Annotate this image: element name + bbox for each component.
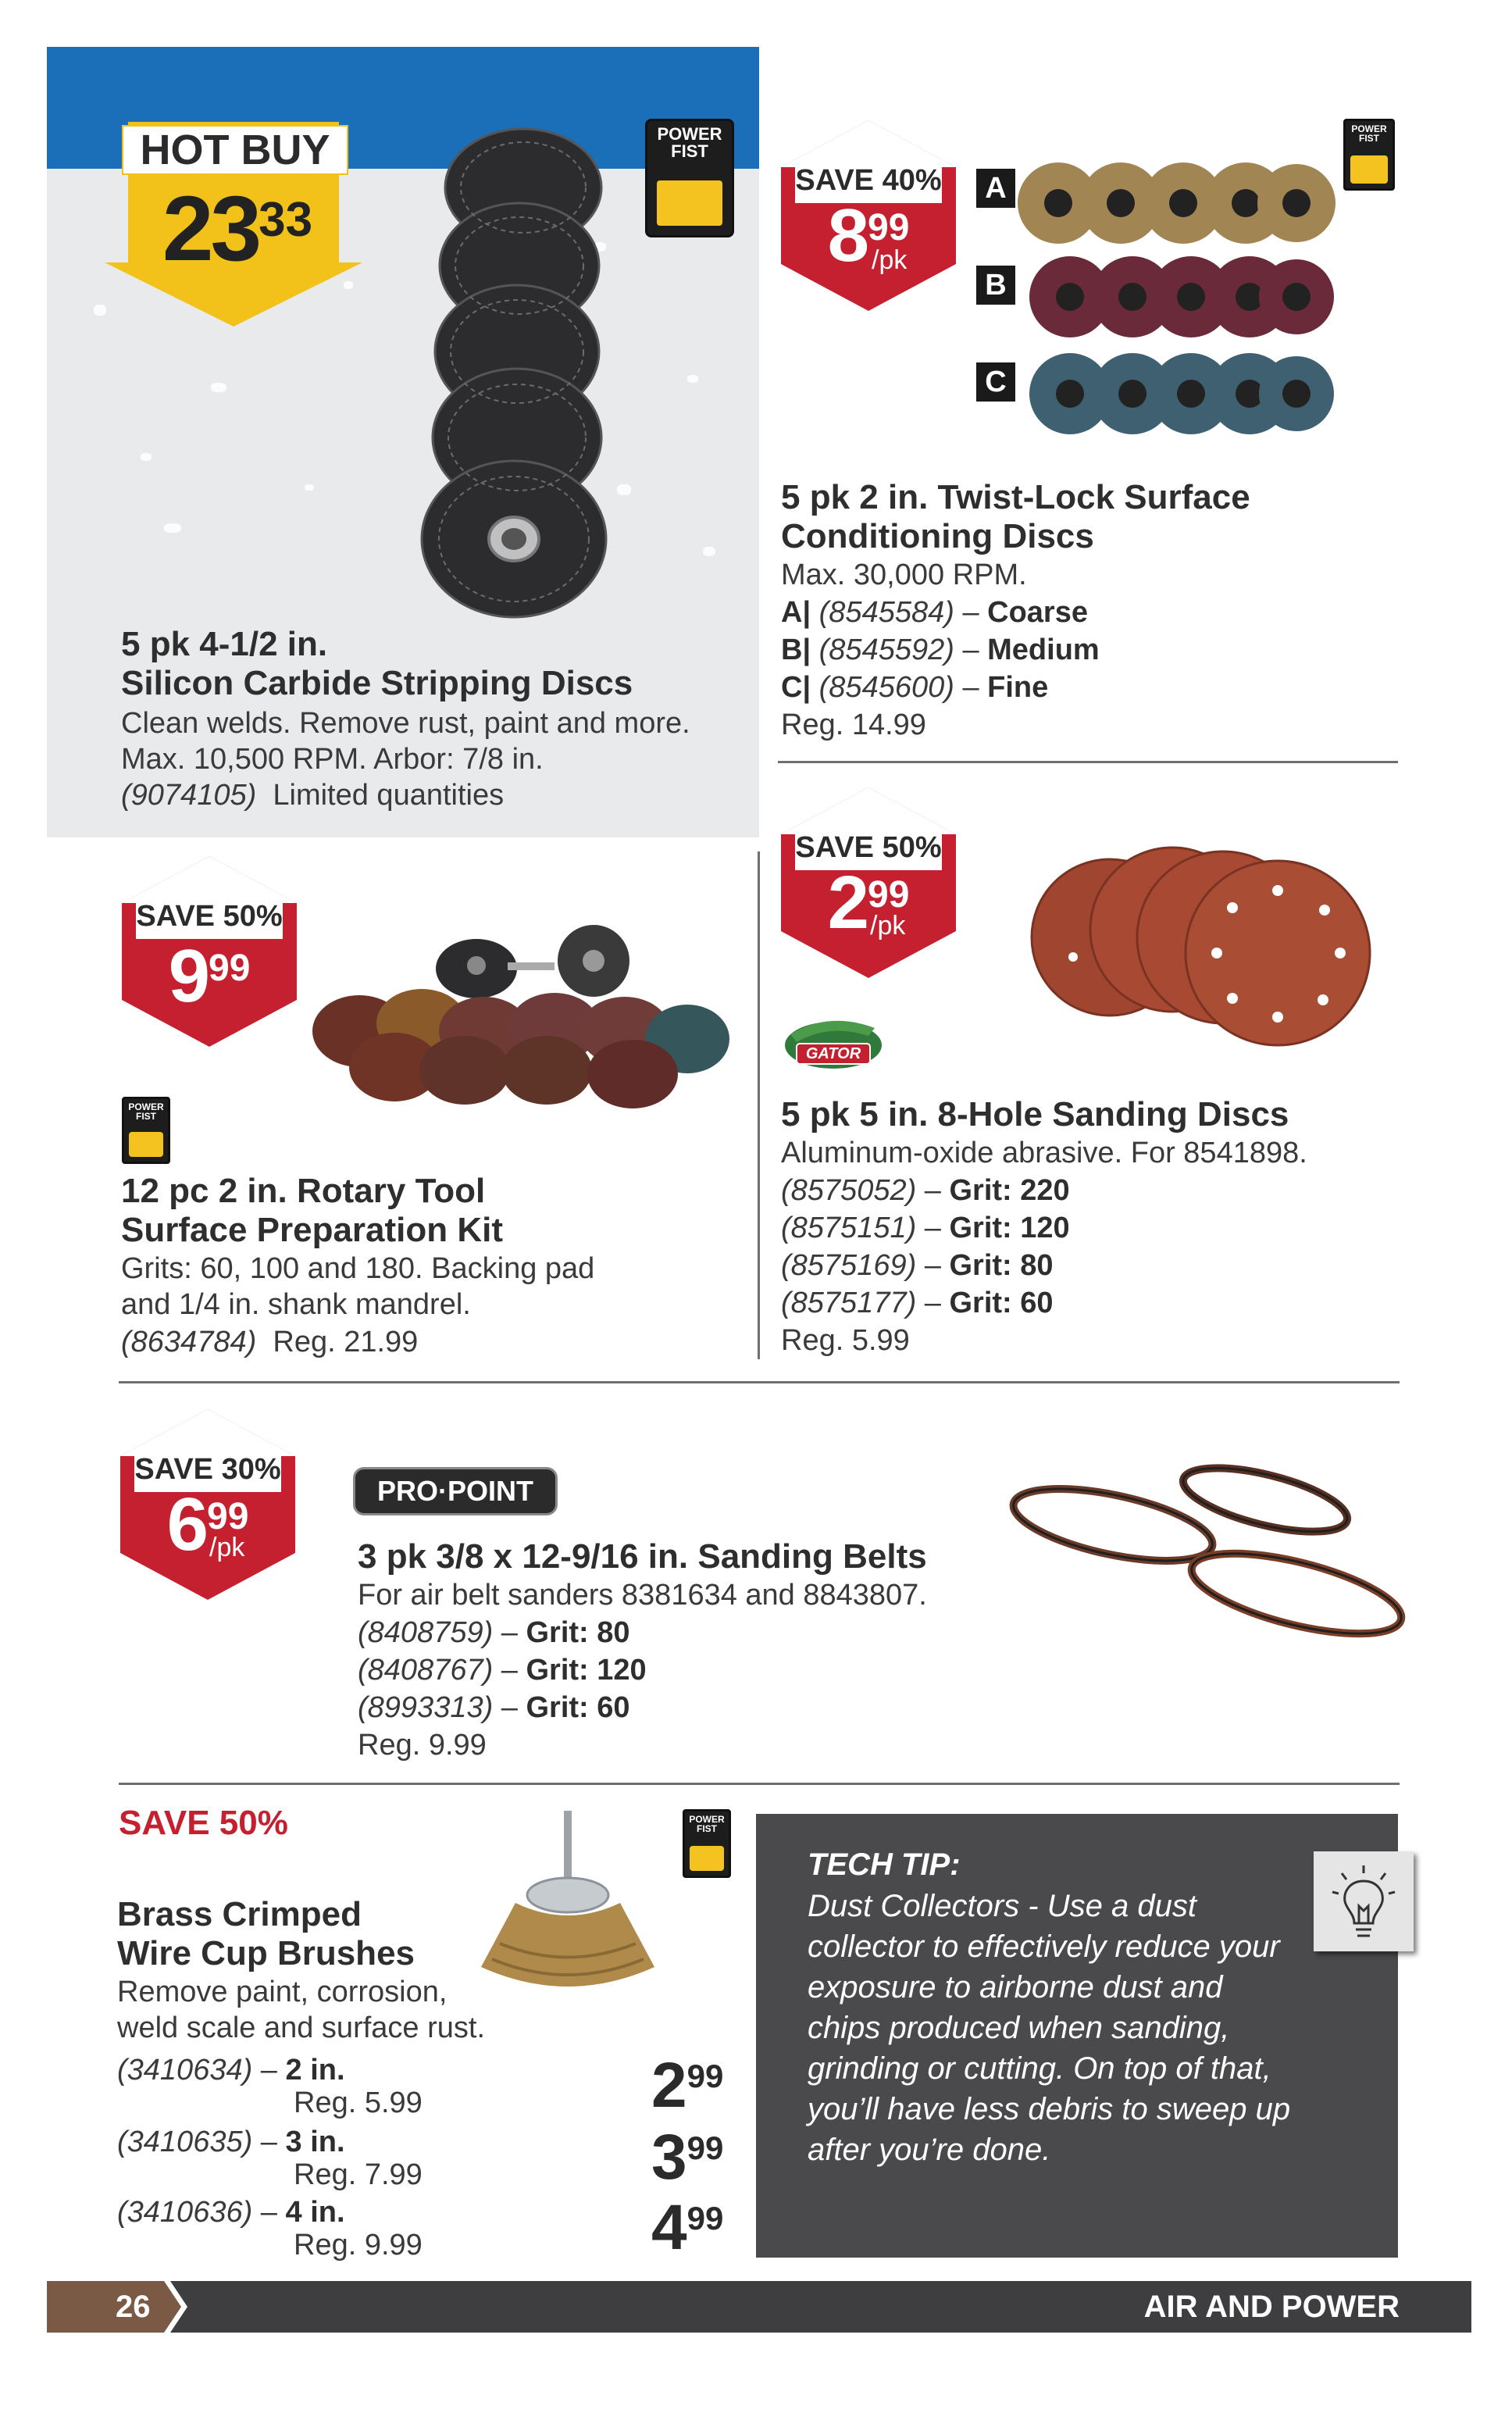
sanding-discs-variant: (8575052) – Grit: 220 bbox=[781, 1174, 1070, 1207]
rotary-kit-save: SAVE 50% bbox=[136, 900, 283, 933]
belts-title: 3 pk 3/8 x 12-9/16 in. Sanding Belts bbox=[358, 1537, 927, 1576]
brush-item-price: 399 bbox=[651, 2122, 724, 2193]
brush-item-reg: Reg. 9.99 bbox=[294, 2229, 423, 2261]
hot-buy-sku: (9074105) bbox=[121, 779, 257, 812]
twist-lock-unit: /pk bbox=[872, 245, 908, 275]
pro-point-logo-text: PRO·POINT bbox=[376, 1475, 533, 1507]
sanding-discs-desc: Aluminum-oxide abrasive. For 8541898. bbox=[781, 1137, 1307, 1169]
save-badge-sanding-discs bbox=[778, 784, 959, 981]
twist-lock-discs-image bbox=[1015, 156, 1343, 437]
hot-buy-desc-2: Max. 10,500 RPM. Arbor: 7/8 in. bbox=[121, 743, 544, 776]
tech-tip-line: you’ll have less debris to sweep up bbox=[808, 2092, 1291, 2126]
twist-lock-save: SAVE 40% bbox=[795, 164, 942, 197]
variant-letter-b: B bbox=[976, 266, 1015, 305]
wire-cup-brush-image bbox=[469, 1811, 664, 1998]
rotary-kit-title-2: Surface Preparation Kit bbox=[121, 1211, 504, 1249]
tech-tip-line: exposure to airborne dust and bbox=[808, 1970, 1223, 2004]
brush-item-reg: Reg. 7.99 bbox=[294, 2158, 423, 2191]
page-number: 26 bbox=[116, 2290, 151, 2324]
rotary-kit-price-dollars: 9 bbox=[168, 934, 209, 1018]
power-fist-logo-icon bbox=[1343, 119, 1395, 191]
footer-bar bbox=[47, 2281, 1471, 2333]
twist-lock-variant-c: C| (8545600) – Fine bbox=[781, 671, 1049, 704]
power-fist-logo-text: POWER FIST bbox=[689, 1814, 725, 1834]
tech-tip-line: Dust Collectors - Use a dust bbox=[808, 1889, 1196, 1923]
rotary-kit-reg: Reg. 21.99 bbox=[273, 1326, 419, 1358]
gator-logo-text: GATOR bbox=[805, 1045, 861, 1062]
brush-item-sku-size: (3410634) – 2 in. bbox=[117, 2054, 345, 2087]
belts-variant: (8408767) – Grit: 120 bbox=[358, 1654, 647, 1687]
tech-tip-line: after you’re done. bbox=[808, 2133, 1051, 2167]
sanding-discs-reg: Reg. 5.99 bbox=[781, 1324, 910, 1357]
twist-lock-title-1: 5 pk 2 in. Twist-Lock Surface bbox=[781, 478, 1250, 516]
belts-variant: (8408759) – Grit: 80 bbox=[358, 1616, 630, 1649]
twist-lock-price-dollars: 8 bbox=[827, 194, 868, 277]
brushes-desc-2: weld scale and surface rust. bbox=[117, 2012, 486, 2044]
divider bbox=[778, 761, 1398, 763]
variant-letter-c: C bbox=[976, 362, 1015, 402]
belts-variant: (8993313) – Grit: 60 bbox=[358, 1691, 630, 1724]
sanding-discs-variant: (8575151) – Grit: 120 bbox=[781, 1212, 1070, 1244]
brush-item-reg: Reg. 5.99 bbox=[294, 2087, 423, 2119]
sanding-discs-unit: /pk bbox=[870, 911, 906, 941]
hot-buy-title-2: Silicon Carbide Stripping Discs bbox=[121, 664, 633, 702]
brushes-title-2: Wire Cup Brushes bbox=[117, 1934, 415, 1972]
power-fist-logo-text: POWER FIST bbox=[657, 124, 722, 161]
stripping-discs-image bbox=[414, 125, 625, 625]
section-title: AIR AND POWER bbox=[1143, 2290, 1400, 2324]
sanding-discs-variant: (8575177) – Grit: 60 bbox=[781, 1287, 1054, 1319]
hot-buy-price-cents: 33 bbox=[259, 193, 313, 247]
power-fist-logo-icon bbox=[122, 1097, 170, 1164]
brush-item-sku-size: (3410636) – 4 in. bbox=[117, 2196, 345, 2229]
rotary-kit-desc-1: Grits: 60, 100 and 180. Backing pad bbox=[121, 1252, 595, 1285]
twist-lock-reg: Reg. 14.99 bbox=[781, 709, 926, 741]
tech-tip-line: chips produced when sanding, bbox=[808, 2011, 1230, 2045]
tech-tip-line: grinding or cutting. On top of that, bbox=[808, 2051, 1271, 2086]
twist-lock-variant-b: B| (8545592) – Medium bbox=[781, 634, 1100, 666]
sanding-discs-price-cents: 99 bbox=[868, 874, 910, 916]
divider bbox=[119, 1783, 1400, 1785]
hot-buy-price-dollars: 23 bbox=[162, 177, 259, 280]
brush-item-sku-size: (3410635) – 3 in. bbox=[117, 2126, 345, 2158]
vertical-divider bbox=[758, 851, 760, 1359]
brush-item-price: 499 bbox=[651, 2192, 724, 2263]
tech-tip-panel bbox=[756, 1814, 1398, 2258]
variant-letter-a: A bbox=[976, 169, 1015, 208]
pro-point-logo bbox=[353, 1467, 558, 1515]
rotary-kit-image bbox=[297, 914, 734, 1117]
belts-price-dollars: 6 bbox=[166, 1483, 207, 1566]
twist-lock-variant-a: A| (8545584) – Coarse bbox=[781, 596, 1088, 629]
rotary-kit-sku: (8634784) bbox=[121, 1326, 257, 1358]
twist-lock-title-2: Conditioning Discs bbox=[781, 517, 1094, 555]
power-fist-logo-text: POWER FIST bbox=[128, 1101, 164, 1122]
hot-buy-desc-1: Clean welds. Remove rust, paint and more. bbox=[121, 707, 690, 740]
hot-buy-badge bbox=[105, 122, 362, 333]
hot-buy-title-1: 5 pk 4-1/2 in. bbox=[121, 625, 328, 663]
tech-tip-line: collector to effectively reduce your bbox=[808, 1929, 1280, 1964]
sanding-discs-variant: (8575169) – Grit: 80 bbox=[781, 1249, 1054, 1282]
gator-logo-icon bbox=[783, 1008, 884, 1072]
twist-lock-price-cents: 99 bbox=[868, 207, 910, 248]
brushes-save: SAVE 50% bbox=[119, 1804, 288, 1842]
lightbulb-icon bbox=[1314, 1851, 1414, 1951]
belts-reg: Reg. 9.99 bbox=[358, 1729, 487, 1762]
brushes-title-1: Brass Crimped bbox=[117, 1895, 362, 1933]
rotary-kit-price-cents: 99 bbox=[209, 948, 251, 989]
sanding-discs-save: SAVE 50% bbox=[795, 831, 942, 864]
power-fist-logo-icon bbox=[645, 119, 734, 237]
rotary-kit-title-1: 12 pc 2 in. Rotary Tool bbox=[121, 1172, 486, 1210]
belts-desc: For air belt sanders 8381634 and 8843807. bbox=[358, 1579, 927, 1612]
hot-buy-label: HOT BUY bbox=[140, 127, 330, 173]
sanding-belts-image bbox=[1000, 1453, 1414, 1656]
belts-price-cents: 99 bbox=[207, 1496, 249, 1537]
twist-lock-spec: Max. 30,000 RPM. bbox=[781, 559, 1027, 591]
power-fist-logo-text: POWER FIST bbox=[1351, 123, 1387, 144]
save-badge-twist-lock bbox=[778, 117, 959, 314]
divider bbox=[119, 1381, 1400, 1383]
belts-save: SAVE 30% bbox=[134, 1453, 281, 1486]
belts-unit: /pk bbox=[209, 1533, 245, 1562]
brushes-desc-1: Remove paint, corrosion, bbox=[117, 1976, 448, 2008]
sanding-discs-image bbox=[1028, 820, 1379, 1047]
tech-tip-heading: TECH TIP: bbox=[808, 1847, 961, 1882]
sanding-discs-price-dollars: 2 bbox=[827, 861, 868, 944]
sanding-discs-title: 5 pk 5 in. 8-Hole Sanding Discs bbox=[781, 1095, 1289, 1133]
hot-buy-note: Limited quantities bbox=[273, 779, 505, 812]
save-badge-belts bbox=[117, 1406, 298, 1603]
save-badge-rotary-kit bbox=[119, 853, 300, 1050]
rotary-kit-desc-2: and 1/4 in. shank mandrel. bbox=[121, 1288, 471, 1321]
brush-item-price: 299 bbox=[651, 2050, 724, 2121]
power-fist-logo-icon bbox=[683, 1809, 731, 1878]
